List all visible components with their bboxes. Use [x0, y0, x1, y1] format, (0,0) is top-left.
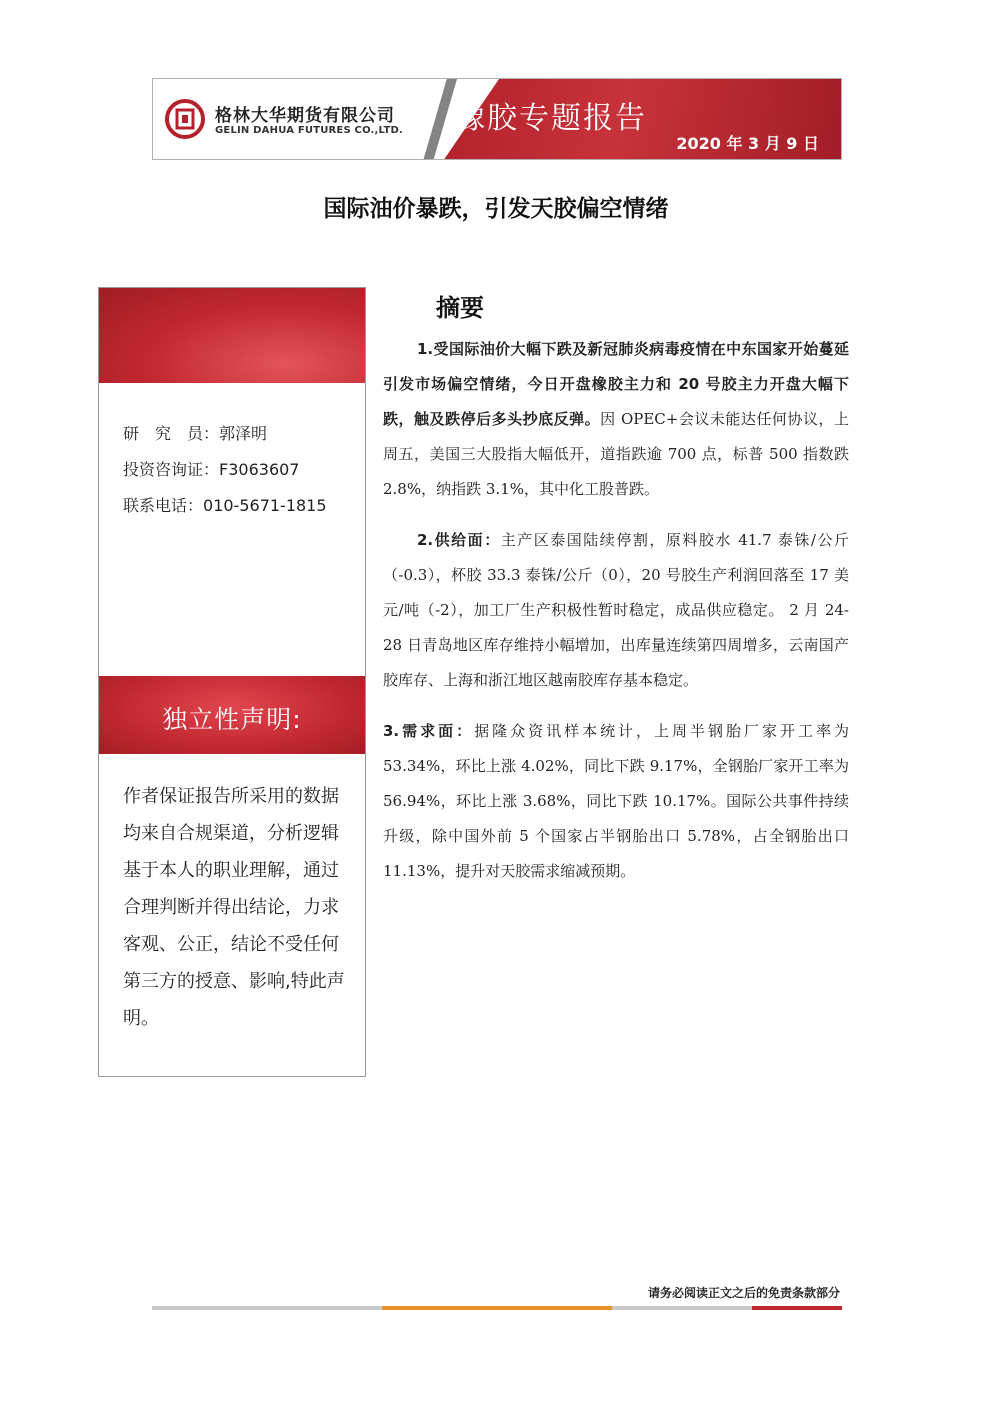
- contact-label: 联系电话：: [123, 496, 204, 515]
- summary-heading: 摘要: [436, 294, 484, 322]
- report-type-title: 橡胶专题报告: [455, 101, 647, 136]
- report-header: [152, 78, 842, 160]
- license-row: [123, 452, 327, 488]
- declaration-title: 独立性声明:: [162, 705, 302, 734]
- contact-label: 研 究 员：: [123, 424, 220, 443]
- company-name-cn: 格林大华期货有限公司: [215, 106, 395, 126]
- analyst-name-row: [123, 416, 327, 452]
- analyst-contact: [123, 416, 327, 524]
- contact-value: 010-5671-1815: [203, 496, 327, 515]
- footer-segment: [612, 1306, 752, 1310]
- contact-value: 郭泽明: [219, 424, 268, 443]
- paragraph-text: 据隆众资讯样本统计，上周半钢胎厂家开工率为 53.34%，环比上涨 4.02%，同比下跌 9.17%，全钢胎厂家开工率为 56.94%，环比上涨 3.68%，同比下跌 10.17%。国际公共事件持续升级，除中国外前 5 个国家占半钢胎出口 5.78%，占全钢胎出口 11.13%，提升对天胶需求缩减预期。: [383, 722, 849, 880]
- contact-value: F3063607: [219, 460, 300, 479]
- sidebar-red-banner: [99, 288, 365, 383]
- declaration-body: 作者保证报告所采用的数据均来自合规渠道，分析逻辑基于本人的职业理解，通过合理判断并得出结论，力求客观、公正，结论不受任何第三方的授意、影响,特此声明。: [123, 786, 345, 1029]
- footer-segment: [752, 1306, 842, 1310]
- paragraph-text: 因 OPEC+会议未能达任何协议，上周五，美国三大股指大幅低开，道指跌逾 700 点，标普 500 指数跌 2.8%，纳指跌 3.1%，其中化工股普跌。: [383, 410, 849, 498]
- report-date: 2020 年 3 月 9 日: [676, 134, 819, 153]
- contact-label: 投资咨询证：: [123, 460, 220, 479]
- footer-segment: [152, 1306, 382, 1310]
- footer-divider: [152, 1306, 842, 1310]
- phone-row: [123, 488, 327, 524]
- paragraph-lead: 1.受国际油价大幅下跌及新冠肺炎病毒疫情在中东国家开始蔓延引发市场偏空情绪，今日开盘橡胶主力和 20 号胶主力开盘大幅下跌，触及跌停后多头抄底反弹。: [383, 340, 849, 428]
- summary-paragraph-3: [383, 714, 849, 889]
- footer-disclaimer: 请务必阅读正文之后的免责条款部分: [647, 1286, 840, 1300]
- header-divider-stripe: [423, 79, 457, 160]
- paragraph-lead: 2.供给面：: [417, 531, 501, 549]
- page-title: 国际油价暴跌，引发天胶偏空情绪: [323, 196, 669, 222]
- company-name-en: GELIN DAHUA FUTURES CO.,LTD.: [215, 125, 403, 136]
- author-sidebar: [98, 287, 366, 1077]
- footer-segment: [382, 1306, 612, 1310]
- summary-paragraph-1: [383, 332, 849, 507]
- company-logo-icon: [165, 99, 205, 139]
- paragraph-text: 主产区泰国陆续停割，原料胶水 41.7 泰铢/公斤（-0.3），杯胶 33.3 泰铢/公斤（0），20 号胶生产利润回落至 17 美元/吨（-2），加工厂生产积极性暂时稳定，成品供应稳定。 2 月 24-28 日青岛地区库存维持小幅增加，出库量连续第四周增多，云南国产胶库存、上海和浙江地区越南胶库存基本稳定。: [383, 531, 849, 689]
- summary-paragraph-2: [383, 523, 849, 698]
- summary-content: [383, 332, 849, 905]
- paragraph-lead: 3.需求面：: [383, 722, 475, 740]
